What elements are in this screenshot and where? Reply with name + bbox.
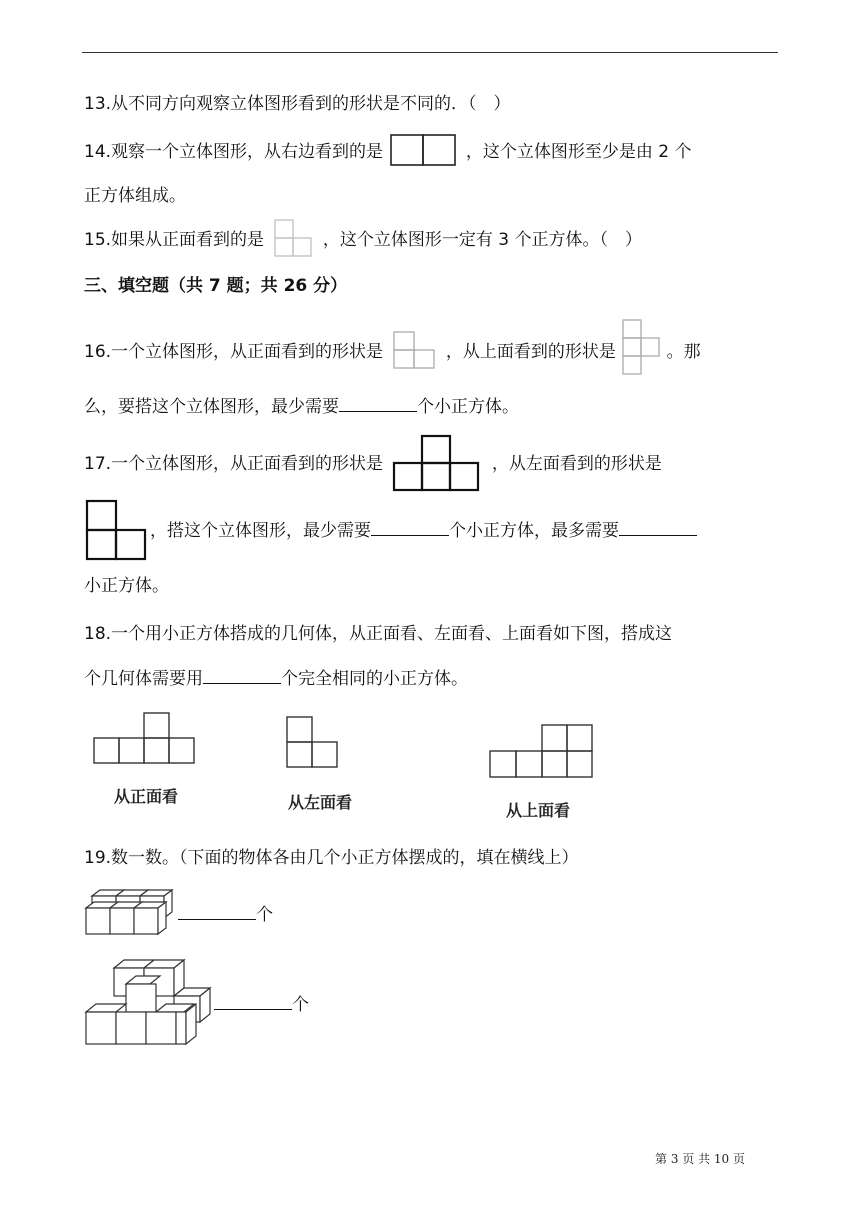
question-16-line1 [84, 340, 701, 364]
question-14-line1 [84, 140, 691, 164]
question-18-line1 [84, 622, 672, 646]
section-3-title-text: 三、填空题（共 7 题；共 26 分） [84, 276, 348, 296]
question-18-text-a: 18.一个用小正方体搭成的几何体，从正面看、左面看、上面看如下图，搭成这 [84, 624, 673, 644]
q19-blank-2[interactable] [214, 992, 292, 1010]
question-18-line2 [84, 666, 468, 691]
question-18-text-c: 个完全相同的小正方体。 [281, 669, 468, 689]
q19-cube-figure-2 [84, 958, 216, 1050]
q18-top-caption: 从上面看 [506, 801, 571, 820]
question-17-text-c: ，搭这个立体图形，最少需要 [150, 521, 371, 541]
front-view-figure [269, 228, 317, 252]
question-16-text-b: ，从上面看到的形状是 [445, 342, 616, 362]
question-15-text-a: 15.如果从正面看到的是 [84, 230, 265, 250]
question-13 [84, 92, 511, 116]
q19-cube-figure-1 [84, 888, 180, 940]
q16-answer-blank[interactable] [339, 394, 417, 412]
q18-front-caption: 从正面看 [114, 787, 179, 806]
question-17-line1 [84, 452, 662, 476]
q18-front-view [92, 712, 198, 766]
question-16-text-c: 。那 [666, 342, 701, 362]
question-17-text-a: 17.一个立体图形，从正面看到的形状是 [84, 454, 384, 474]
question-14-text-b: ，这个立体图形至少是由 2 个 [465, 142, 692, 162]
page-footer: 第 3 页 共 10 页 [655, 1152, 745, 1166]
section-3-title [84, 274, 347, 298]
q17-front-figure [388, 452, 486, 476]
q18-left-view [285, 716, 341, 770]
question-13-text: 13.从不同方向观察立体图形看到的形状是不同的．（ ） [84, 94, 511, 114]
q19-answer-line-1 [178, 902, 273, 927]
question-16-line2 [84, 394, 519, 419]
q17-left-figure [84, 498, 150, 562]
question-17-line3 [84, 574, 169, 598]
q18-left-caption: 从左面看 [288, 793, 353, 812]
question-17-text-e: 小正方体。 [84, 576, 169, 596]
question-15-text-b: ，这个立体图形一定有 3 个正方体。（ ） [322, 230, 642, 250]
question-15 [84, 228, 642, 252]
question-19-text: 19.数一数。（下面的物体各由几个小正方体摆成的，填在横线上） [84, 848, 579, 868]
q16-top-figure [621, 340, 661, 364]
right-view-figure [388, 140, 460, 164]
q19-answer-line-2 [214, 992, 309, 1017]
q17-min-blank[interactable] [371, 518, 449, 536]
question-14-text-a: 14.观察一个立体图形，从右边看到的是 [84, 142, 384, 162]
q18-answer-blank[interactable] [203, 666, 281, 684]
q19-unit-1: 个 [256, 905, 273, 925]
question-17-line2 [150, 518, 697, 543]
header-rule [82, 52, 778, 53]
q17-max-blank[interactable] [619, 518, 697, 536]
q19-blank-1[interactable] [178, 902, 256, 920]
q19-unit-2: 个 [292, 995, 309, 1015]
question-16-text-e: 个小正方体。 [417, 397, 519, 417]
question-16-text-d: 么，要搭这个立体图形，最少需要 [84, 397, 339, 417]
question-18-text-b: 个几何体需要用 [84, 669, 203, 689]
question-14-line2 [84, 184, 186, 208]
question-17-text-b: ，从左面看到的形状是 [491, 454, 662, 474]
question-19-title [84, 846, 579, 870]
question-16-text-a: 16.一个立体图形，从正面看到的形状是 [84, 342, 384, 362]
q16-front-figure [388, 340, 440, 364]
question-17-text-d: 个小正方体，最多需要 [449, 521, 619, 541]
q18-top-view [488, 724, 598, 780]
question-14-text-c: 正方体组成。 [84, 186, 186, 206]
